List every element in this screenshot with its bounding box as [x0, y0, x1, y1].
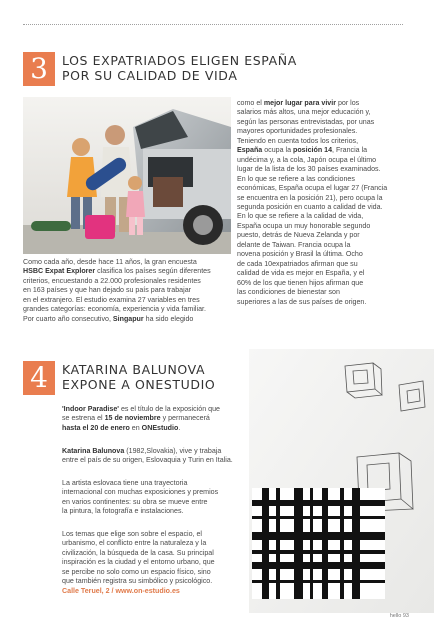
text-line: novena posición y Brasil la última. Ocho [237, 250, 363, 259]
bold-term: 'Indoor Paradise' [62, 405, 119, 413]
text-span: (1982,Slovakia), vive y trabaja [124, 447, 222, 455]
text-line: undécima y, a la cola, Japón ocupa el último [237, 155, 377, 164]
text-line: lugar de la lista de los 30 países examinados. [237, 165, 381, 174]
text-line: Teniendo en cuenta todos los criterios, [237, 136, 359, 145]
text-line: grandes categorías: economía, experiencia y vida familiar. [23, 305, 206, 314]
text-line: segunda posición en cuanto a calidad de vida. [237, 202, 383, 211]
top-dotted-divider [23, 24, 403, 25]
bold-term: HSBC Expat Explorer [23, 267, 96, 276]
text-span: Por cuarto año consecutivo, [23, 314, 113, 323]
text-line: en el extranjero. El estudio examina 27 variables en tres [23, 295, 200, 304]
text-line: urbanismo, el conflicto entre la naturaleza y la [62, 539, 207, 548]
bold-term: Singapur [112, 314, 144, 323]
text-line: se encuentra en la posición 21), pero ocupa la [237, 193, 383, 202]
text-line: internacional con muchas exposiciones y premios [62, 488, 219, 497]
text-span: como el [237, 99, 264, 107]
section-number-badge: 4 [23, 361, 55, 395]
text-line: En lo que se refiere a la calidad de vida, [237, 212, 364, 221]
exhibition-paragraph [62, 405, 262, 433]
text-span: ha sido elegido [143, 314, 194, 323]
text-line: que también registra su simbólico y psicológico. [62, 577, 213, 586]
text-line [237, 99, 417, 108]
bold-term: España [237, 146, 263, 155]
text-line [237, 146, 417, 155]
grid-painting-artwork [252, 488, 385, 599]
photo-illustration [23, 97, 231, 254]
text-span: en [129, 423, 142, 432]
text-span: . [178, 423, 181, 432]
text-line [23, 267, 233, 276]
text-span: , Francia la [332, 146, 368, 155]
title-line: LOS EXPATRIADOS ELIGEN ESPAÑA [62, 53, 297, 68]
text-line: económicas, España ocupa el lugar 27 (Francia [237, 184, 388, 193]
text-line: Los temas que elige son sobre el espacio, el [62, 530, 202, 538]
bold-term: mejor lugar para vivir [263, 99, 336, 107]
text-line: se percibe no solo como un espacio físico, sino [62, 567, 211, 576]
text-line: calidad de vida es mejor en España, y el [237, 269, 365, 278]
text-line: inspiración es la ciudad y el entorno urbano, que [62, 558, 215, 567]
bold-term: Katarina Balunova [62, 447, 125, 455]
text-span: por los [335, 99, 360, 107]
text-span: ocupa la [262, 146, 293, 155]
text-line: las condiciones de bienestar son [237, 288, 340, 297]
title-line: POR SU CALIDAD DE VIDA [62, 68, 238, 83]
text-line: salarios más altos, una mejor educación y, [237, 108, 371, 117]
text-line [23, 315, 233, 324]
text-line: la pintura, la fotografía e instalaciones. [62, 507, 184, 516]
section3-left-paragraph [23, 258, 233, 324]
section3-right-paragraph [237, 99, 417, 307]
text-line [62, 424, 262, 433]
text-line [62, 405, 262, 414]
text-line: de cada 10expatriados afirman que su [237, 259, 358, 268]
artist-career-paragraph [62, 479, 262, 517]
bold-term: 15 de noviembre [104, 414, 161, 423]
text-line: La artista eslovaca tiene una trayectoria [62, 479, 188, 487]
section-title [62, 53, 297, 83]
text-line: mayores oportunidades profesionales. [237, 127, 358, 136]
text-line: criterios, encuestando a 22.000 profesionales residentes [23, 276, 201, 285]
bold-term: hasta el 20 de enero [62, 423, 130, 432]
title-line: EXPONE A ONESTUDIO [62, 377, 216, 392]
text-span: se estrena el [62, 414, 105, 423]
page-number: hello 93 [389, 613, 409, 619]
section-number-badge: 3 [23, 52, 55, 86]
text-span: y permanecerá [160, 414, 210, 423]
text-line: En lo que se refiere a las condiciones [237, 174, 355, 183]
text-line: superiores a las de sus países de origen. [237, 297, 367, 306]
text-line: delante de Taiwan. Francia ocupa la [237, 240, 351, 249]
text-line: 60% de los que tienen hijos afirman que [237, 278, 364, 287]
text-line: según las personas entrevistadas, por unas [237, 117, 375, 126]
text-span: es el título de la exposición que [119, 405, 220, 413]
text-line: entre el país de su origen, Eslovaquia y Turin en Italia. [62, 456, 233, 465]
family-car-photo [23, 97, 231, 254]
artist-themes-paragraph [62, 530, 252, 596]
text-line: civilización, la búsqueda de la casa. Su principal [62, 548, 214, 557]
text-line [62, 447, 272, 456]
gallery-address-link[interactable]: Calle Teruel, 2 / www.on-estudio.es [62, 586, 180, 595]
section-title [62, 362, 215, 392]
title-line: KATARINA BALUNOVA [62, 362, 206, 377]
bold-term: posición 14 [293, 146, 333, 155]
text-line [62, 414, 262, 423]
text-line: España ocupa un muy honorable segundo [237, 221, 371, 230]
text-line: en varios continentes: su obra se mueve entre [62, 497, 208, 506]
bold-term: ONEstudio [141, 423, 179, 432]
text-span: clasifica los países según diferentes [95, 267, 211, 276]
text-line: en 163 países y que han dejado su país para trabajar [23, 286, 192, 295]
text-line: puesto, detrás de Nueva Zelanda y por [237, 231, 360, 240]
artist-bio-paragraph [62, 447, 272, 466]
text-line: Como cada año, desde hace 11 años, la gran encuesta [23, 258, 197, 266]
